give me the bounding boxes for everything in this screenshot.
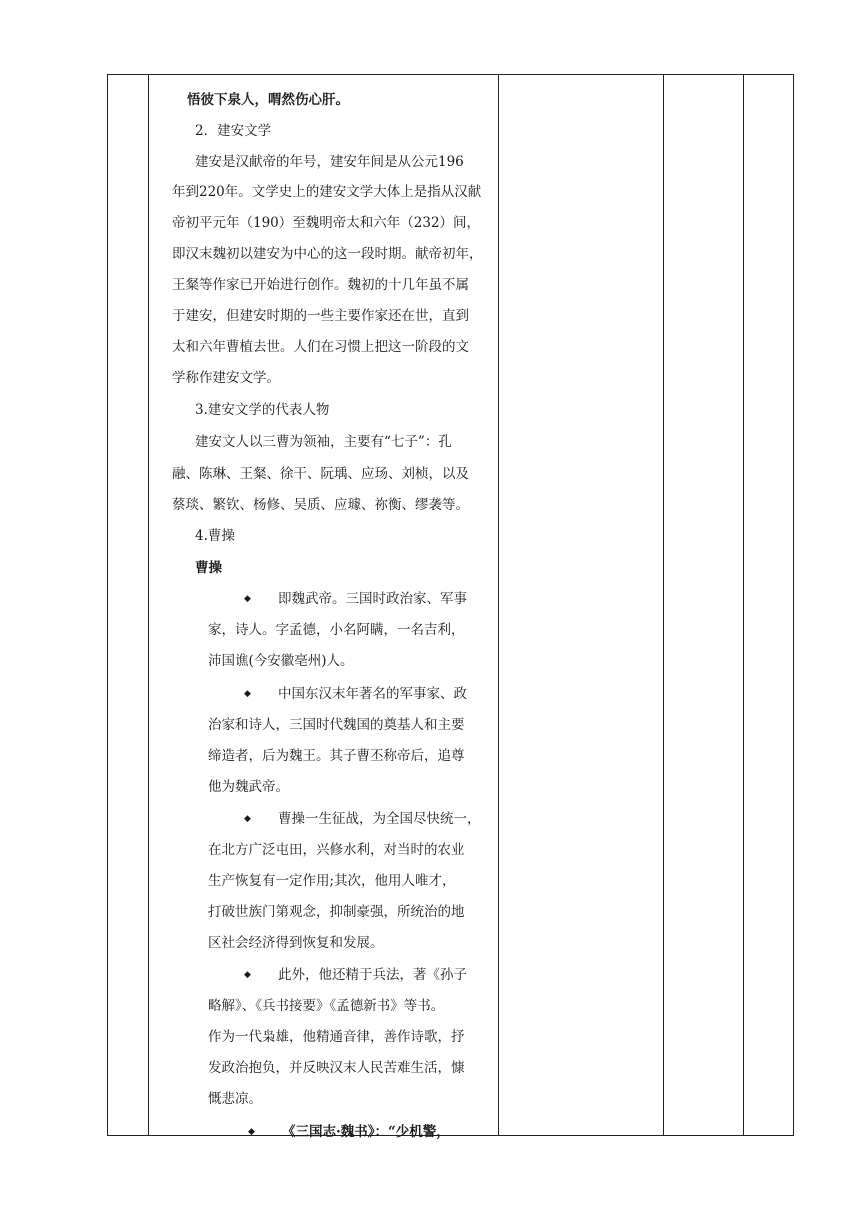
- bullet-icon: ◆: [244, 594, 251, 604]
- text-line: [208, 649, 354, 669]
- text-line: [172, 462, 469, 482]
- line-text: 融、陈琳、王粲、徐干、阮瑀、应玚、刘桢，以及: [172, 466, 469, 482]
- line-text: 缔造者，后为魏王。其子曹丕称帝后，追尊: [208, 748, 465, 764]
- line-text: 即魏武帝。三国时政治家、军事: [278, 591, 467, 607]
- text-line: [172, 180, 481, 200]
- line-text: 学称作建安文学。: [172, 370, 280, 386]
- text-line: [208, 869, 456, 889]
- text-line: [187, 88, 349, 108]
- line-text: 发政治抱负，并反映汉末人民苦难生活，慷: [208, 1060, 465, 1076]
- text-line: [195, 430, 452, 450]
- text-line: [208, 1087, 262, 1107]
- text-line: [208, 838, 465, 858]
- line-text: 在北方广泛屯田，兴修水利，对当时的农业: [208, 842, 465, 858]
- table-border-top: [107, 74, 794, 75]
- text-line: [208, 618, 465, 638]
- bullet-line: [244, 807, 481, 827]
- line-text: 年到220年。文学史上的建安文学大体上是指从汉献: [172, 184, 482, 200]
- text-line: [172, 335, 469, 355]
- text-line: [208, 900, 465, 920]
- line-text: 悟彼下泉人，喟然伤心肝。: [187, 92, 349, 108]
- bullet-line: [248, 1120, 450, 1140]
- table-divider: [148, 74, 149, 1136]
- table-border-right: [793, 74, 794, 1136]
- line-text: 中国东汉末年著名的军事家、政: [278, 686, 467, 702]
- text-line: [172, 273, 469, 293]
- line-text: 《三国志·魏书》：“少机警，: [282, 1124, 450, 1140]
- line-text: 太和六年曹植去世。人们在习惯上把这一阶段的文: [172, 339, 469, 355]
- text-line: [208, 1056, 465, 1076]
- line-text: 家，诗人。字孟德，小名阿瞒，一名吉利，: [208, 622, 465, 638]
- line-text: 帝初平元年（190）至魏明帝太和六年（232）间，: [172, 215, 481, 231]
- text-line: [208, 1025, 465, 1045]
- text-line: [172, 493, 469, 513]
- bullet-icon: ◆: [244, 814, 251, 824]
- line-text: 3.建安文学的代表人物: [195, 402, 330, 418]
- text-line: [208, 931, 384, 951]
- line-text: 即汉末魏初以建安为中心的这一段时期。献帝初年，: [172, 246, 483, 262]
- table-border-left: [107, 74, 108, 1136]
- line-text: 2．建安文学: [195, 123, 272, 139]
- text-line: [172, 304, 469, 324]
- line-text: 4.曹操: [195, 528, 235, 544]
- line-text: 王粲等作家已开始进行创作。魏初的十几年虽不属: [172, 277, 469, 293]
- line-text: 略解》、《兵书接要》《孟德新书》等书。: [208, 998, 445, 1014]
- text-line: [208, 744, 465, 764]
- text-line: [172, 242, 483, 262]
- line-text: 曹操一生征战，为全国尽快统一，: [278, 811, 481, 827]
- text-line: [195, 398, 329, 418]
- bullet-line: [244, 963, 467, 983]
- line-text: 生产恢复有一定作用;其次，他用人唯才，: [208, 873, 456, 889]
- table-divider: [498, 74, 499, 1136]
- line-text: 此外，他还精于兵法，著《孙子: [278, 967, 467, 983]
- line-text: 建安是汉献帝的年号，建安年间是从公元196: [195, 154, 464, 170]
- text-line: [195, 150, 464, 170]
- bullet-line: [244, 682, 467, 702]
- text-line: [208, 994, 444, 1014]
- text-line: [195, 556, 222, 576]
- line-text: 曹操: [195, 560, 222, 576]
- text-line: [172, 366, 280, 386]
- line-text: 于建安，但建安时期的一些主要作家还在世，直到: [172, 308, 469, 324]
- bullet-line: [244, 587, 467, 607]
- line-text: 蔡琰、繁钦、杨修、吴质、应璩、祢衡、缪袭等。: [172, 497, 469, 513]
- text-line: [208, 775, 289, 795]
- line-text: 治家和诗人，三国时代魏国的奠基人和主要: [208, 717, 465, 733]
- table-divider: [743, 74, 744, 1136]
- bullet-icon: ◆: [244, 970, 251, 980]
- text-line: [208, 713, 465, 733]
- table-divider: [663, 74, 664, 1136]
- table-border-bottom: [107, 1135, 794, 1136]
- bullet-icon: ◆: [244, 689, 251, 699]
- line-text: 他为魏武帝。: [208, 779, 289, 795]
- text-line: [195, 119, 271, 139]
- line-text: 沛国谯(今安徽亳州)人。: [208, 653, 354, 669]
- line-text: 慨悲凉。: [208, 1091, 262, 1107]
- line-text: 作为一代枭雄，他精通音律，善作诗歌，抒: [208, 1029, 465, 1045]
- bullet-icon: ◆: [248, 1127, 255, 1137]
- text-line: [172, 211, 480, 231]
- line-text: 建安文人以三曹为领袖，主要有“七子”：孔: [195, 434, 452, 450]
- line-text: 区社会经济得到恢复和发展。: [208, 935, 384, 951]
- text-line: [195, 524, 235, 544]
- line-text: 打破世族门第观念，抑制豪强，所统治的地: [208, 904, 465, 920]
